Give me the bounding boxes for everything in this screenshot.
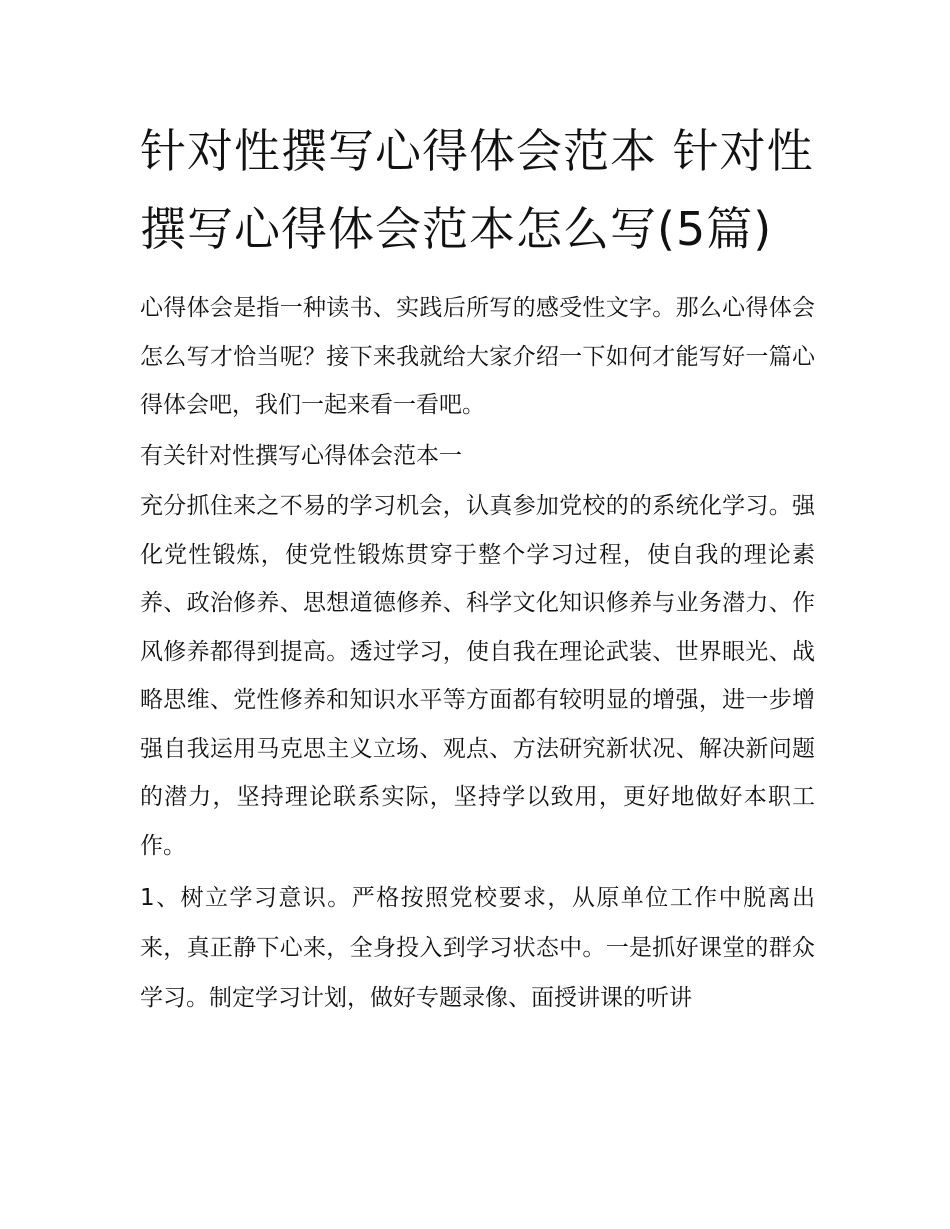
intro-paragraph: 心得体会是指一种读书、实践后所写的感受性文字。那么心得体会怎么写才恰当呢？接下来我就给大家介绍一下如何才能写好一篇心得体会吧，我们一起来看一看吧。 <box>140 295 815 418</box>
body-paragraph-1: 充分抓住来之不易的学习机会，认真参加党校的的系统化学习。强化党性锻炼，使党性锻炼贯穿于整个学习过程，使自我的理论素养、政治修养、思想道德修养、科学文化知识修养与业务潜力、作风修养都得到提高。透过学习，使自我在理论武装、世界眼光、战略思维、党性修养和知识水平等方面都有较明显的增强，进一步增强自我运用马克思主义立场、观点、方法研究新状况、解决新问题的潜力，坚持理论联系实际，坚持学以致用，更好地做好本职工作。 <box>140 493 815 859</box>
document-content <box>140 112 815 1023</box>
document-title: 针对性撰写心得体会范本 针对性撰写心得体会范本怎么写(5篇) <box>140 124 814 256</box>
section-heading: 有关针对性撰写心得体会范本一 <box>140 442 462 469</box>
body-paragraph-2: 1、树立学习意识。严格按照党校要求，从原单位工作中脱离出来，真正静下心来，全身投入到学习状态中。一是抓好课堂的群众学习。制定学习计划，做好专题录像、面授讲课的听讲 <box>140 885 815 1011</box>
